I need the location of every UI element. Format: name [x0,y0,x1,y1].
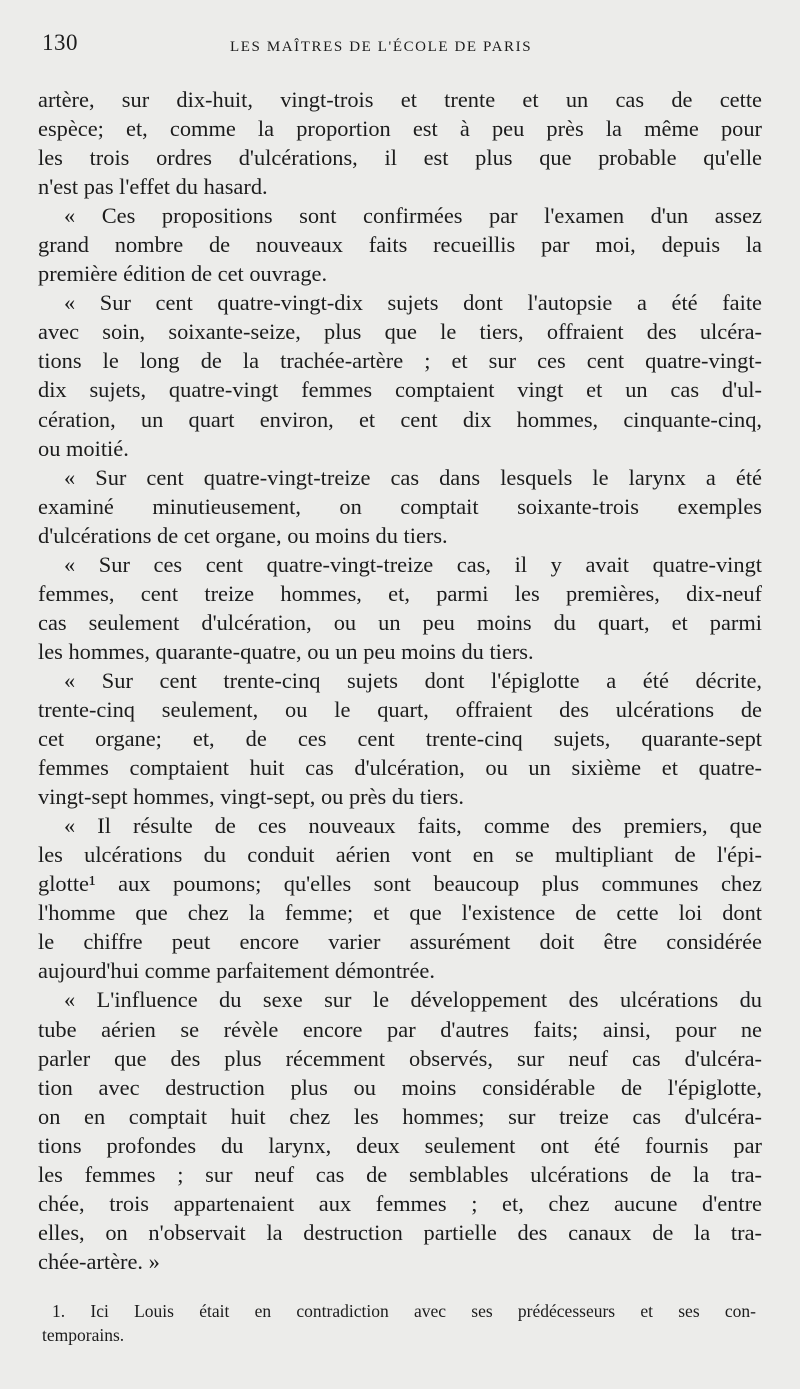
text-line: avec soin, soixante-seize, plus que le tiers, offraient des ulcéra- [38,319,762,345]
text-line: le chiffre peut encore varier assurément doit être considérée [38,929,762,955]
running-title: LES MAÎTRES DE L'ÉCOLE DE PARIS [230,39,533,55]
text-line: vingt-sept hommes, vingt-sept, ou près du tiers. [38,784,464,810]
text-line: les hommes, quarante-quatre, ou un peu moins du tiers. [38,638,534,664]
text-line: chée-artère. » [38,1248,160,1274]
text-line: tions le long de la trachée-artère ; et sur ces cent quatre-vingt- [38,348,762,374]
text-line: tions profondes du larynx, deux seulement ont été fournis par [38,1132,762,1158]
footnote-line: temporains. [42,1325,125,1345]
text-line: « Sur ces cent quatre-vingt-treize cas, il y avait quatre-vingt [64,551,762,577]
text-line: « Sur cent quatre-vingt-dix sujets dont l'autopsie a été faite [64,290,762,316]
text-line: « Ces propositions sont confirmées par l'examen d'un assez [64,203,762,229]
body-text [38,85,762,1276]
text-line: grand nombre de nouveaux faits recueillis par moi, depuis la [38,232,762,258]
text-line: aujourd'hui comme parfaitement démontrée. [38,958,435,984]
text-line: femmes comptaient huit cas d'ulcération, ou un sixième et quatre- [38,755,762,781]
text-line: les trois ordres d'ulcérations, il est plus que probable qu'elle [38,145,762,171]
text-line: les ulcérations du conduit aérien vont en se multipliant de l'épi- [38,842,762,868]
text-line: chée, trois appartenaient aux femmes ; et, chez aucune d'entre [38,1190,762,1216]
text-line: examiné minutieusement, on comptait soixante-trois exemples [38,493,762,519]
text-line: n'est pas l'effet du hasard. [38,174,268,200]
text-line: première édition de cet ouvrage. [38,261,328,287]
text-line: l'homme que chez la femme; et que l'existence de cette loi dont [38,900,762,926]
text-line: tion avec destruction plus ou moins considérable de l'épiglotte, [38,1074,762,1100]
text-line: tube aérien se révèle encore par d'autres faits; ainsi, pour ne [38,1016,762,1042]
text-line: « L'influence du sexe sur le développement des ulcérations du [64,987,762,1013]
text-line: artère, sur dix-huit, vingt-trois et trente et un cas de cette [38,87,762,112]
text-line: cération, un quart environ, et cent dix hommes, cinquante-cinq, [38,406,762,432]
text-line: trente-cinq seulement, ou le quart, offraient des ulcérations de [38,696,762,722]
text-line: les femmes ; sur neuf cas de semblables ulcérations de la tra- [38,1161,762,1187]
text-line: « Il résulte de ces nouveaux faits, comme des premiers, que [64,813,762,839]
text-line: glotte¹ aux poumons; qu'elles sont beaucoup plus communes chez [38,871,762,897]
text-line: cas seulement d'ulcération, ou un peu moins du quart, et parmi [38,609,762,635]
page-number: 130 [42,30,78,55]
text-line: femmes, cent treize hommes, et, parmi les premières, dix-neuf [38,580,762,606]
text-line: elles, on n'observait la destruction partielle des canaux de la tra- [38,1219,762,1245]
text-line: parler que des plus récemment observés, sur neuf cas d'ulcéra- [38,1045,762,1071]
page-header [42,30,762,64]
text-line: on en comptait huit chez les hommes; sur treize cas d'ulcéra- [38,1103,762,1129]
text-line: d'ulcérations de cet organe, ou moins du tiers. [38,522,448,548]
text-line: espèce; et, comme la proportion est à peu près la même pour [38,116,762,142]
text-line: « Sur cent trente-cinq sujets dont l'épiglotte a été décrite, [64,667,762,693]
text-line: dix sujets, quatre-vingt femmes comptaient vingt et un cas d'ul- [38,377,762,403]
text-line: ou moitié. [38,435,129,461]
footnote-line: 1. Ici Louis était en contradiction avec ses prédécesseurs et ses con- [52,1301,756,1321]
footnote [42,1299,756,1347]
text-line: cet organe; et, de ces cent trente-cinq sujets, quarante-sept [38,726,762,752]
text-line: « Sur cent quatre-vingt-treize cas dans lesquels le larynx a été [64,464,762,490]
